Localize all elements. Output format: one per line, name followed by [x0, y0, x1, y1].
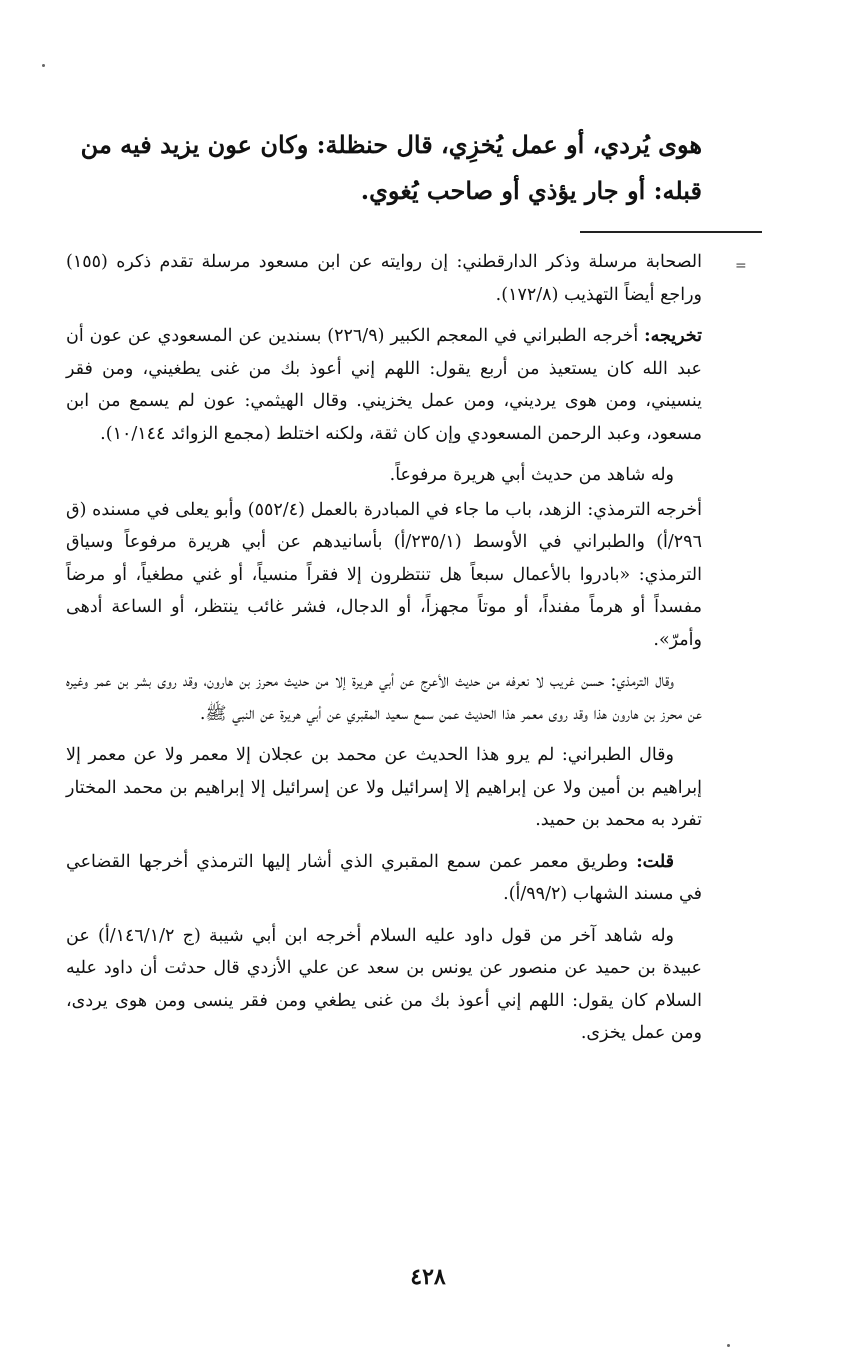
qultu-label: قلت:: [636, 851, 674, 872]
footnote-paragraph: وله شاهد آخر من قول داود عليه السلام أخرجه ابن أبي شيبة (ج ١٤٦/١/٢/أ) عن عبيدة بن حميد عن منصور عن يونس بن سعد عن علي الأزدي قال حدثت أن داود عليه السلام كان يقول: اللهم إني أعوذ بك من غنى يطغي ومن فقر ينسى ومن هوى يردى، ومن عمل يخزى.: [66, 925, 702, 1043]
continuation-mark: =: [735, 258, 747, 274]
footnotes-section: [66, 246, 702, 1059]
page-number: ٤٢٨: [410, 1264, 446, 1290]
main-line-1: هوى يُردي، أو عمل يُخزِي، قال حنظلة: وكان عون يزيد فيه من: [80, 130, 702, 159]
footnote-paragraph: وقال الترمذي: حسن غريب لا نعرفه من حديث الأعرج عن أبي هريرة إلا من حديث محرز بن هارون، وقد روى بشر بن عمر وغيره عن محرز بن هارون هذا وقد روى معمر هذا الحديث عمن سمع سعيد المقبري عن أبي هريرة عن النبي ﷺ.: [66, 671, 702, 724]
main-body-text: [66, 122, 702, 214]
footnote-separator: [580, 231, 762, 233]
footnote-paragraph-takhrij: [66, 320, 702, 450]
footnote-paragraph-qultu: [66, 846, 702, 911]
takhrij-text: أخرجه الطبراني في المعجم الكبير (٢٢٦/٩) بسندين عن المسعودي عن عون أن عبد الله كان يستعيذ من أربع يقول: اللهم إني أعوذ بك من غنى يطغيني، ومن فقر ينسيني، ومن هوى يرديني، ومن عمل يخزيني. وقال الهيثمي: عون لم يسمع من ابن مسعود، وعبد الرحمن المسعودي وإن كان ثقة، ولكنه اختلط (مجمع الزوائد ١٠/١٤٤).: [66, 326, 702, 444]
qultu-text: وطريق معمر عمن سمع المقبري الذي أشار إليها الترمذي أخرجها القضاعي في مسند الشهاب (٩٩/٢/أ).: [66, 851, 702, 904]
takhrij-label: تخريجه:: [644, 326, 702, 346]
scan-speck: [727, 1344, 730, 1347]
footnote-paragraph: الصحابة مرسلة وذكر الدارقطني: إن روايته عن ابن مسعود مرسلة تقدم ذكره (١٥٥) وراجع أيضاً التهذيب (١٧٢/٨).: [66, 252, 702, 305]
main-line-2: قبله: أو جار يؤذي أو صاحب يُغوي.: [360, 176, 702, 205]
footnote-paragraph: وله شاهد من حديث أبي هريرة مرفوعاً.: [389, 465, 674, 485]
footnote-paragraph: أخرجه الترمذي: الزهد، باب ما جاء في المبادرة بالعمل (٥٥٢/٤) وأبو يعلى في مسنده (ق ٢٩٦/أ) والطبراني في الأوسط (٢٣٥/١/أ) بأسانيدهم عن أبي هريرة مرفوعاً وسياق الترمذي: «بادروا بالأعمال سبعاً هل تنتظرون إلا فقراً منسياً، أو غني مطغياً، أو مرضاً مفسداً أو هرماً مفنداً، أو موتاً مجهزاً، أو الدجال، فشر غائب ينتظر، أو الساعة أدهى وأمرّ».: [66, 499, 702, 650]
scan-speck: [42, 64, 45, 67]
footnote-paragraph: وقال الطبراني: لم يرو هذا الحديث عن محمد بن عجلان إلا معمر ولا عن معمر إلا إبراهيم بن أمين ولا عن إبراهيم إلا إسرائيل ولا عن إسرائيل إلا إبراهيم بن محمد المختار تفرد به محمد بن حميد.: [66, 745, 702, 830]
